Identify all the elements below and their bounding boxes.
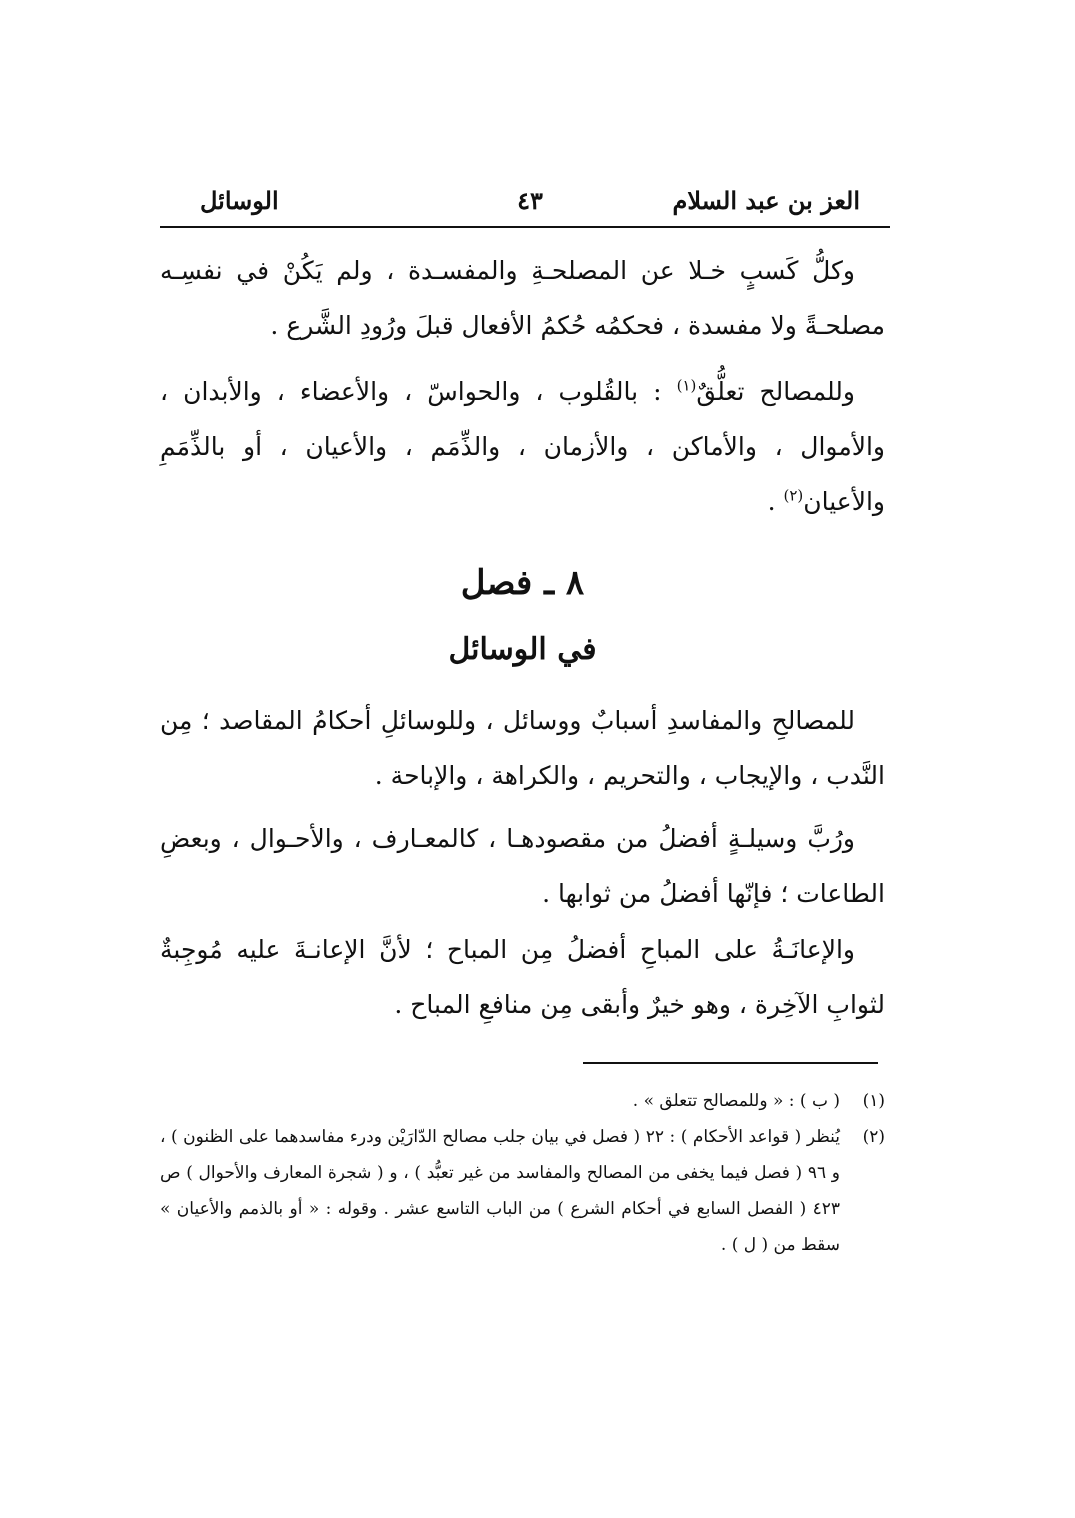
running-header <box>160 186 890 226</box>
paragraph-text: ورُبَّ وسيلـةٍ أفضلُ من مقصودهـا ، كالمعـارف ، والأحـوال ، وبعضِ الطاعات ؛ فإنّها أفضلُ من ثوابها . <box>160 824 885 908</box>
header-author: العز بن عبد السلام <box>672 186 860 215</box>
footnote <box>160 1119 885 1263</box>
header-divider <box>160 226 890 228</box>
paragraph-text <box>160 364 885 529</box>
paragraph <box>160 243 885 353</box>
paragraph <box>160 811 885 921</box>
paragraph-text-part: : بالقُلوب ، والحواسّ ، والأعضاء ، والأبدان ، والأموال ، والأماكن ، والأزمان ، والذِّمَم ، والأعيان ، أو بالذِّمَمِ والأعيان <box>160 377 885 516</box>
paragraph-text: والإعانَـةُ على المباحِ أفضلُ مِن المباح ؛ لأنَّ الإعانـةَ عليه مُوجِبةٌ لثوابِ الآخِرة ، وهو خيرٌ وأبقى مِن منافعِ المباح . <box>160 935 885 1019</box>
footnote-marker[interactable]: (٢) <box>783 486 804 505</box>
footnote-number: (٢) <box>862 1127 885 1147</box>
footnote <box>160 1083 885 1119</box>
paragraph-text: للمصالحِ والمفاسدِ أسبابٌ ووسائل ، وللوسائلِ أحكامُ المقاصد ؛ مِن النَّدب ، والإيجاب ، والتحريم ، والكراهة ، والإباحة . <box>160 706 885 790</box>
footnote-text: ( ب ) : « وللمصالح تتعلق » . <box>632 1091 840 1111</box>
footnote-number: (١) <box>862 1091 885 1111</box>
paragraph-text-part: وللمصالح تعلُّقٌ <box>696 377 855 406</box>
paragraph-text: وكلُّ كَسبٍ خـلا عن المصلحـةِ والمفسـدة ، ولم يَكُنْ في نفسِـه مصلحـةً ولا مفسدة ، فحكمُه حُكمُ الأفعال قبلَ ورُودِ الشَّرع . <box>160 256 885 340</box>
footnote-marker[interactable]: (١) <box>676 376 697 395</box>
header-book-title: الوسائل <box>200 186 279 215</box>
page-number: ٤٣ <box>517 186 543 215</box>
section-subtitle: في الوسائل <box>448 632 597 667</box>
paragraph <box>160 922 885 1032</box>
paragraph <box>160 364 885 529</box>
section-title: ٨ ـ فصل <box>460 563 585 603</box>
footnotes <box>160 1083 885 1263</box>
paragraph-text-part: . <box>767 487 784 516</box>
paragraph <box>160 693 885 803</box>
footnote-text: يُنظر ( قواعد الأحكام ) : ٢٢ ( فصل في بيان جلب مصالح الدّارَيْن ودرء مفاسدهما على الظنون ) ، و ٩٦ ( فصل فيما يخفى من المصالح والمفاسد من غير تعبُّد ) ، و ( شجرة المعارف والأحوال ) ص ٤٢٣ ( الفصل السابع في أحكام الشرع ) من الباب التاسع عشر . وقوله : « أو بالذمم والأعيان » سقط من ( ل ) . <box>160 1127 841 1255</box>
footnote-divider <box>583 1062 878 1064</box>
